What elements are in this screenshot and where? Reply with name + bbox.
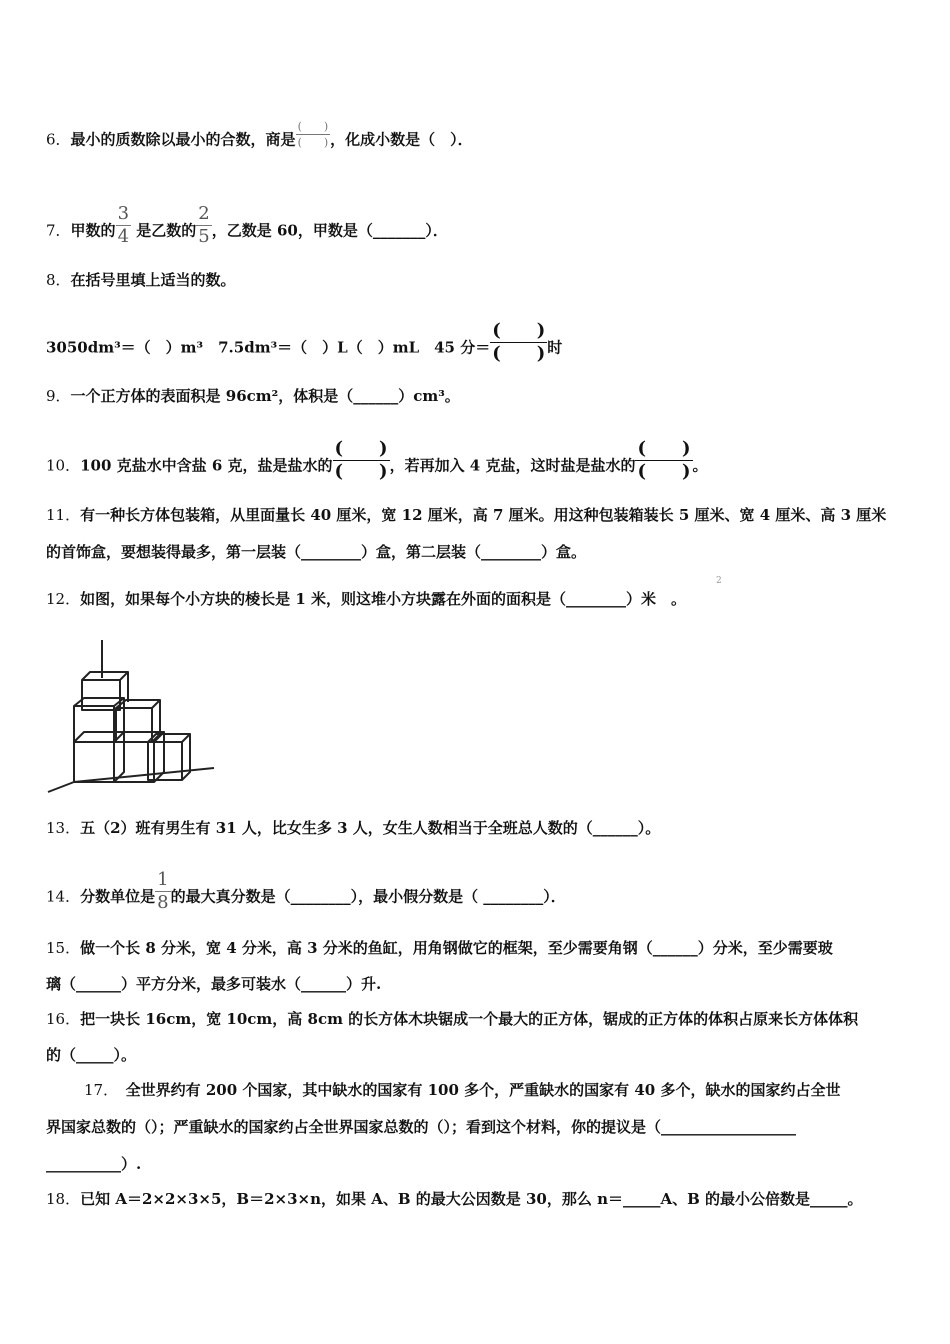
question-18: [46, 1189, 906, 1209]
question-10: [46, 438, 906, 487]
q6-frac-top: ( ): [297, 120, 329, 133]
q18-number: 18．: [46, 1190, 81, 1208]
q17-line3: __________）.: [46, 1155, 142, 1173]
q15-number: 15．: [46, 939, 81, 957]
q16-number: 16．: [46, 1010, 81, 1028]
q6-fraction: [296, 121, 331, 148]
question-16-line1: [46, 1009, 906, 1029]
q10-f1-bottom: ( ): [334, 461, 388, 482]
q8-frac-top: ( ): [492, 320, 546, 341]
q6-text-b: ，化成小数是（ ）．: [330, 130, 473, 149]
q8-fraction: [490, 322, 547, 363]
q13-number: 13．: [46, 819, 81, 837]
ground-line-right: [74, 768, 214, 782]
q7-number: 7．: [46, 221, 71, 240]
q8-unit: 时: [547, 338, 563, 357]
q7-text-b: 是乙数的: [136, 221, 197, 240]
q12-superscript: 2: [716, 576, 722, 586]
q17-line2: 界国家总数的（）；严重缺水的国家约占全世界国家总数的（）；看到这个材料，你的提议是（__________________: [46, 1118, 797, 1136]
question-9: [46, 386, 906, 406]
q10-f2-bottom: ( ): [637, 461, 691, 482]
q7-text-c: ，乙数是 60，甲数是（_______）．: [211, 221, 448, 240]
q10-fraction-2: [635, 440, 692, 481]
question-15-line2: [46, 974, 906, 994]
q10-number: 10．: [46, 456, 81, 475]
question-8-line: [46, 320, 906, 369]
question-15-line1: [46, 938, 906, 958]
q13-text: 五（2）班有男生有 31 人，比女生多 3 人，女生人数相当于全班总人数的（______）。: [80, 819, 661, 837]
q8-frac-bottom: ( ): [492, 343, 546, 364]
q7-fraction-2: [196, 205, 211, 246]
q10-f1-top: ( ): [334, 438, 388, 459]
q14-text-b: 的最大真分数是（________），最小假分数是（ ________）．: [170, 887, 566, 906]
question-11-line2: [46, 542, 906, 562]
question-13: [46, 818, 906, 838]
ground-line-left: [48, 782, 74, 792]
q10-text-b: ，若再加入 4 克盐，这时盐是盐水的: [389, 456, 636, 475]
question-16-line2: [46, 1045, 906, 1065]
q9-number: 9．: [46, 387, 71, 405]
question-17-line2: [46, 1117, 906, 1137]
q7-text-a: 甲数的: [70, 221, 116, 240]
q8-title: 在括号里填上适当的数。: [70, 271, 236, 289]
question-11-line1: [46, 505, 906, 525]
q14-fraction: [155, 871, 170, 912]
q7-fraction-1: [116, 205, 131, 246]
question-17-line1: [84, 1080, 904, 1100]
q18-text: 已知 A＝2×2×3×5，B＝2×3×n，如果 A、B 的最大公因数是 30，那么 n＝_____A、B 的最小公倍数是_____。: [80, 1190, 863, 1208]
q6-number: 6．: [46, 130, 71, 149]
q12-number: 12．: [46, 590, 81, 608]
q10-text-a: 100 克盐水中含盐 6 克，盐是盐水的: [80, 456, 333, 475]
q16-line1: 把一块长 16cm，宽 10cm，高 8cm 的长方体木块锯成一个最大的正方体，锯成的正方体的体积占原来长方体体积: [80, 1010, 859, 1028]
q6-frac-bottom: ( ): [297, 136, 329, 149]
q11-line2: 的首饰盒，要想装得最多，第一层装（________）盒，第二层装（________）盒。: [46, 543, 587, 561]
q9-text: 一个正方体的表面积是 96cm²，体积是（______）cm³。: [70, 387, 460, 405]
question-14: [46, 869, 906, 918]
q7-f1-bottom: 4: [117, 226, 130, 247]
q10-text-c: 。: [692, 456, 708, 475]
q16-line2: 的（_____）。: [46, 1046, 137, 1064]
question-7: [46, 203, 906, 252]
q12-text: 如图，如果每个小方块的棱长是 1 米，则这堆小方块露在外面的面积是（________）米: [80, 590, 656, 608]
question-6: [46, 120, 906, 154]
q10-f2-top: ( ): [637, 438, 691, 459]
cube-stack-figure: [44, 636, 219, 796]
q10-fraction-1: [333, 440, 390, 481]
q7-f1-top: 3: [117, 203, 130, 224]
q6-text-a: 最小的质数除以最小的合数，商是: [70, 130, 296, 149]
q17-number: 17．: [84, 1081, 111, 1099]
q17-line1: 全世界约有 200 个国家，其中缺水的国家有 100 多个，严重缺水的国家有 40 多个，缺水的国家约占全世: [125, 1081, 841, 1099]
q8-number: 8．: [46, 271, 71, 289]
q11-line1: 有一种长方体包装箱，从里面量长 40 厘米，宽 12 厘米，高 7 厘米。用这种包装箱装长 5 厘米、宽 4 厘米、高 3 厘米: [80, 506, 887, 524]
q11-number: 11．: [46, 506, 81, 524]
q7-f2-top: 2: [198, 203, 210, 224]
q14-frac-bottom: 8: [157, 892, 169, 913]
question-8-title: [46, 270, 906, 290]
q7-f2-bottom: 5: [198, 226, 210, 247]
q14-frac-top: 1: [157, 869, 169, 890]
q14-number: 14．: [46, 887, 81, 906]
question-17-line3: [46, 1154, 906, 1174]
q12-end: 。: [671, 590, 687, 608]
q14-text-a: 分数单位是: [80, 887, 156, 906]
q15-line1: 做一个长 8 分米，宽 4 分米，高 3 分米的鱼缸，用角钢做它的框架，至少需要角钢（______）分米，至少需要玻: [80, 939, 833, 957]
q8-line: 3050dm³＝（ ）m³ 7.5dm³＝（ ）L（ ）mL 45 分＝: [46, 338, 491, 357]
q15-line2: 璃（______）平方分米，最多可装水（______）升.: [46, 975, 382, 993]
question-12: [46, 589, 906, 609]
